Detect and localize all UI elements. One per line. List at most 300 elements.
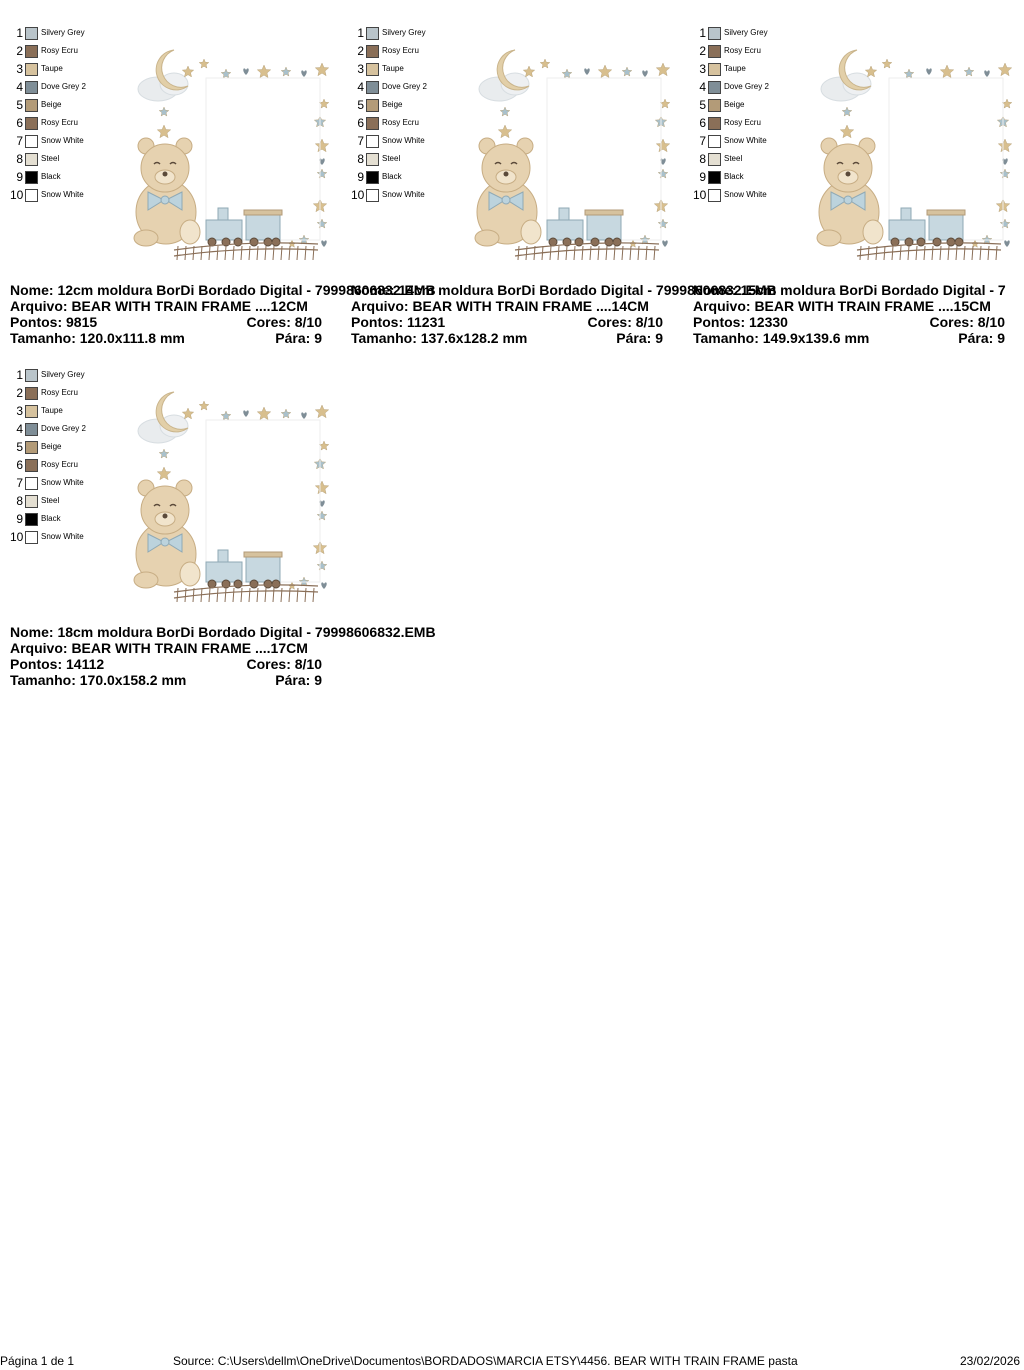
track-tie (924, 246, 925, 260)
track-tie (305, 246, 306, 260)
color-count: Cores: 8/10 (246, 656, 322, 672)
track-tie (972, 246, 973, 260)
palette-row (693, 42, 761, 60)
track-tie (289, 246, 290, 260)
train-roof (927, 210, 965, 215)
design-name: Nome: 18cm moldura BorDi Bordado Digital - 79998606832.EMB (10, 624, 436, 640)
train-wheel (955, 238, 963, 246)
bear-foot (817, 230, 841, 246)
palette-row (10, 60, 63, 78)
palette-number: 1 (16, 368, 23, 382)
info-line (693, 314, 1013, 330)
palette-row (10, 384, 78, 402)
color-swatch (366, 45, 379, 58)
stitch-count: Pontos: 11231 (351, 314, 446, 330)
palette-row (693, 78, 769, 96)
stop-count: Pára: 9 (275, 330, 322, 346)
track-tie (606, 246, 607, 260)
star-icon (882, 59, 892, 68)
palette-color-name: Rosy Ecru (382, 118, 419, 127)
train-wheel (208, 238, 216, 246)
star-icon (159, 449, 169, 458)
star-icon (964, 67, 974, 76)
track-tie (209, 588, 210, 602)
track-tie (313, 588, 314, 602)
palette-number: 2 (357, 44, 364, 58)
star-icon (904, 69, 914, 78)
star-icon (317, 561, 327, 570)
design-name: Nome: 14cm moldura BorDi Bordado Digital - 79998606832.EMB (351, 282, 777, 298)
heart-icon (662, 240, 667, 247)
star-icon (182, 66, 193, 77)
info-line (10, 282, 436, 298)
source-path: Source: C:\Users\dellm\OneDrive\Documentos\BORDADOS\MARCIA ETSY\4456. BEAR WITH TRAIN FRAME pasta (173, 1354, 798, 1368)
palette-number: 3 (699, 62, 706, 76)
palette-number: 5 (16, 98, 23, 112)
color-swatch (708, 135, 721, 148)
palette-row (10, 78, 86, 96)
bear-foot (180, 220, 200, 244)
palette-row (351, 42, 419, 60)
train-wheel (917, 238, 925, 246)
train-car (246, 556, 280, 582)
palette-color-name: Beige (41, 100, 62, 109)
star-icon (865, 66, 876, 77)
track-tie (265, 588, 266, 602)
bear-head (824, 144, 872, 192)
color-count: Cores: 8/10 (929, 314, 1005, 330)
color-swatch (25, 63, 38, 76)
train-engine (206, 562, 242, 582)
track-tie (654, 246, 655, 260)
stop-count: Pára: 9 (958, 330, 1005, 346)
info-line (10, 640, 330, 656)
heart-icon (321, 240, 326, 247)
star-icon (319, 441, 329, 450)
page-number: Página 1 de 1 (0, 1354, 75, 1368)
bear-bow-knot (844, 196, 852, 204)
design-size: Tamanho: 120.0x111.8 mm (10, 330, 185, 346)
palette-color-name: Snow White (41, 190, 84, 199)
train-engine (206, 220, 242, 240)
track-tie (177, 246, 178, 260)
star-icon (281, 409, 291, 418)
design-file: Arquivo: BEAR WITH TRAIN FRAME ....17CM (10, 640, 308, 656)
star-icon (199, 59, 209, 68)
palette-number: 4 (16, 80, 23, 94)
star-icon (840, 125, 853, 138)
palette-color-name: Black (724, 172, 744, 181)
palette-color-name: Rosy Ecru (724, 118, 761, 127)
track-tie (281, 246, 282, 260)
palette-row (10, 402, 63, 420)
color-swatch (708, 189, 721, 202)
train-car (929, 214, 963, 240)
palette-number: 1 (16, 26, 23, 40)
color-swatch (366, 153, 379, 166)
palette-number: 1 (357, 26, 364, 40)
heart-icon (243, 68, 248, 75)
star-icon (315, 139, 328, 152)
track-tie (281, 588, 282, 602)
palette-row (10, 42, 78, 60)
star-icon (1000, 169, 1010, 178)
info-line (351, 330, 671, 346)
palette-color-name: Snow White (41, 532, 84, 541)
design-sheet-3 (693, 24, 1024, 354)
palette-number: 6 (16, 116, 23, 130)
palette-number: 10 (693, 188, 707, 202)
palette-color-name: Beige (724, 100, 745, 109)
color-swatch (25, 153, 38, 166)
track-tie (273, 246, 274, 260)
stitch-count: Pontos: 12330 (693, 314, 788, 330)
track-tie (305, 588, 306, 602)
track-tie (249, 588, 250, 602)
palette-color-name: Dove Grey 2 (382, 82, 427, 91)
palette-row (10, 420, 86, 438)
palette-color-name: Snow White (724, 190, 767, 199)
track-tie (257, 588, 258, 602)
train-roof (585, 210, 623, 215)
track-tie (940, 246, 941, 260)
stop-count: Pára: 9 (275, 672, 322, 688)
palette-color-name: Rosy Ecru (41, 118, 78, 127)
palette-row (10, 132, 84, 150)
palette-row (351, 60, 404, 78)
palette-number: 7 (699, 134, 706, 148)
palette-number: 6 (357, 116, 364, 130)
heart-icon (1004, 240, 1009, 247)
star-icon (317, 219, 327, 228)
print-date: 23/02/2026 (960, 1354, 1021, 1368)
color-swatch (25, 117, 38, 130)
color-swatch (25, 189, 38, 202)
palette-number: 2 (699, 44, 706, 58)
star-icon (257, 407, 270, 420)
track-tie (249, 246, 250, 260)
palette-color-name: Steel (41, 154, 60, 163)
color-swatch (366, 63, 379, 76)
star-icon (159, 107, 169, 116)
color-swatch (25, 495, 38, 508)
palette-row (10, 114, 78, 132)
color-swatch (366, 99, 379, 112)
star-icon (281, 67, 291, 76)
palette-number: 4 (357, 80, 364, 94)
design-file: Arquivo: BEAR WITH TRAIN FRAME ....15CM (693, 298, 991, 314)
palette-row (351, 114, 419, 132)
track-rail (515, 249, 659, 256)
palette-color-name: Black (382, 172, 402, 181)
palette-color-name: Taupe (724, 64, 746, 73)
track-tie (884, 246, 885, 260)
palette-row (10, 96, 61, 114)
track-tie (980, 246, 981, 260)
star-icon (182, 408, 193, 419)
bear-foot (180, 562, 200, 586)
color-swatch (708, 171, 721, 184)
palette-row (693, 96, 744, 114)
info-line (693, 298, 1013, 314)
bear-nose (163, 172, 168, 177)
palette-row (10, 366, 85, 384)
design-name: Nome: 12cm moldura BorDi Bordado Digital - 79998606832.EMB (10, 282, 436, 298)
star-icon (658, 169, 668, 178)
train-chimney (218, 550, 228, 562)
design-size: Tamanho: 149.9x139.6 mm (693, 330, 870, 346)
palette-color-name: Rosy Ecru (382, 46, 419, 55)
info-line (693, 330, 1013, 346)
track-tie (590, 246, 591, 260)
palette-number: 5 (699, 98, 706, 112)
color-swatch (708, 153, 721, 166)
train-roof (244, 552, 282, 557)
train-chimney (559, 208, 569, 220)
palette-color-name: Black (41, 514, 61, 523)
palette-color-name: Steel (41, 496, 60, 505)
palette-number: 8 (357, 152, 364, 166)
palette-number: 4 (699, 80, 706, 94)
palette-number: 6 (699, 116, 706, 130)
palette-color-name: Black (41, 172, 61, 181)
star-icon (315, 63, 328, 76)
palette-number: 9 (357, 170, 364, 184)
color-swatch (366, 117, 379, 130)
color-swatch (708, 27, 721, 40)
palette-color-name: Beige (41, 442, 62, 451)
track-tie (289, 588, 290, 602)
track-tie (558, 246, 559, 260)
info-line (10, 672, 330, 688)
train-engine (889, 220, 925, 240)
color-swatch (366, 27, 379, 40)
palette-color-name: Rosy Ecru (724, 46, 761, 55)
palette-number: 2 (16, 44, 23, 58)
bear-foot (134, 572, 158, 588)
star-icon (660, 99, 670, 108)
palette-color-name: Snow White (382, 136, 425, 145)
star-icon (562, 69, 572, 78)
star-icon (1002, 99, 1012, 108)
palette-number: 3 (357, 62, 364, 76)
track-tie (956, 246, 957, 260)
train-wheel (947, 238, 955, 246)
train-wheel (272, 238, 280, 246)
track-tie (566, 246, 567, 260)
train-roof (244, 210, 282, 215)
palette-number: 8 (16, 152, 23, 166)
palette-color-name: Taupe (382, 64, 404, 73)
star-icon (656, 63, 669, 76)
palette-color-name: Taupe (41, 406, 63, 415)
info-line (10, 298, 330, 314)
color-swatch (708, 45, 721, 58)
embroidery-preview (467, 34, 677, 266)
star-icon (940, 65, 953, 78)
track-tie (646, 246, 647, 260)
track-tie (916, 246, 917, 260)
track-tie (860, 246, 861, 260)
palette-color-name: Rosy Ecru (41, 388, 78, 397)
track-tie (297, 246, 298, 260)
info-line (10, 330, 330, 346)
star-icon (221, 411, 231, 420)
train-wheel (234, 580, 242, 588)
star-icon (317, 169, 327, 178)
color-swatch (25, 135, 38, 148)
palette-color-name: Steel (724, 154, 743, 163)
bear-head (141, 486, 189, 534)
track-rail (174, 249, 318, 256)
color-swatch (25, 387, 38, 400)
track-tie (297, 588, 298, 602)
design-file: Arquivo: BEAR WITH TRAIN FRAME ....14CM (351, 298, 649, 314)
palette-number: 10 (351, 188, 365, 202)
bear-foot (475, 230, 499, 246)
track-tie (265, 246, 266, 260)
palette-number: 2 (16, 386, 23, 400)
palette-number: 7 (16, 476, 23, 490)
palette-number: 8 (16, 494, 23, 508)
bear-bow-knot (161, 196, 169, 204)
palette-color-name: Snow White (41, 478, 84, 487)
track-tie (257, 246, 258, 260)
stop-count: Pára: 9 (616, 330, 663, 346)
palette-number: 5 (16, 440, 23, 454)
palette-row (351, 24, 426, 42)
info-line (693, 282, 1013, 298)
palette-row (351, 96, 402, 114)
train-engine (547, 220, 583, 240)
palette-row (693, 168, 744, 186)
train-wheel (891, 238, 899, 246)
track-tie (964, 246, 965, 260)
star-icon (157, 467, 170, 480)
bear-foot (521, 220, 541, 244)
design-info (693, 282, 1013, 346)
info-line (10, 656, 330, 672)
track-tie (225, 246, 226, 260)
palette-color-name: Snow White (724, 136, 767, 145)
train-wheel (549, 238, 557, 246)
train-wheel (264, 238, 272, 246)
color-swatch (366, 81, 379, 94)
color-swatch (708, 63, 721, 76)
heart-icon (926, 68, 931, 75)
track-tie (638, 246, 639, 260)
track-tie (582, 246, 583, 260)
heart-icon (301, 70, 306, 77)
bear-nose (846, 172, 851, 177)
design-size: Tamanho: 137.6x128.2 mm (351, 330, 528, 346)
palette-number: 5 (357, 98, 364, 112)
track-tie (932, 246, 933, 260)
track-tie (550, 246, 551, 260)
train-chimney (218, 208, 228, 220)
palette-color-name: Steel (382, 154, 401, 163)
star-icon (500, 107, 510, 116)
palette-number: 3 (16, 404, 23, 418)
heart-icon (642, 70, 647, 77)
track-tie (177, 588, 178, 602)
heart-icon (301, 412, 306, 419)
palette-number: 10 (10, 530, 24, 544)
palette-row (10, 24, 85, 42)
stitch-count: Pontos: 14112 (10, 656, 105, 672)
bear-bow-knot (502, 196, 510, 204)
palette-color-name: Silvery Grey (41, 28, 85, 37)
palette-number: 9 (16, 512, 23, 526)
palette-row (10, 456, 78, 474)
track-tie (201, 588, 202, 602)
palette-color-name: Beige (382, 100, 403, 109)
train-wheel (272, 580, 280, 588)
color-swatch (25, 459, 38, 472)
star-icon (221, 69, 231, 78)
track-tie (209, 246, 210, 260)
star-icon (540, 59, 550, 68)
color-swatch (366, 171, 379, 184)
track-tie (313, 246, 314, 260)
color-swatch (25, 405, 38, 418)
bear-head (482, 144, 530, 192)
star-icon (157, 125, 170, 138)
bear-foot (863, 220, 883, 244)
palette-row (351, 168, 402, 186)
star-icon (257, 65, 270, 78)
track-tie (892, 246, 893, 260)
palette-number: 6 (16, 458, 23, 472)
palette-row (10, 186, 84, 204)
palette-row (693, 24, 768, 42)
design-name: Nome: 15cm moldura BorDi Bordado Digital - 7 (693, 282, 1006, 298)
track-tie (241, 588, 242, 602)
color-swatch (708, 81, 721, 94)
star-icon (315, 405, 328, 418)
design-size: Tamanho: 170.0x158.2 mm (10, 672, 187, 688)
palette-color-name: Dove Grey 2 (41, 424, 86, 433)
bear-foot (134, 230, 158, 246)
color-swatch (25, 45, 38, 58)
palette-row (10, 528, 84, 546)
palette-row (693, 150, 742, 168)
palette-number: 1 (699, 26, 706, 40)
palette-row (10, 510, 61, 528)
info-line (351, 298, 671, 314)
track-tie (988, 246, 989, 260)
design-info (10, 624, 436, 688)
color-swatch (25, 531, 38, 544)
color-swatch (25, 477, 38, 490)
palette-row (693, 60, 746, 78)
train-car (246, 214, 280, 240)
heart-icon (984, 70, 989, 77)
color-count: Cores: 8/10 (587, 314, 663, 330)
track-rail (857, 249, 1001, 256)
palette-color-name: Silvery Grey (41, 370, 85, 379)
track-tie (948, 246, 949, 260)
train-wheel (264, 580, 272, 588)
train-wheel (591, 238, 599, 246)
bear-nose (163, 514, 168, 519)
palette-row (351, 132, 425, 150)
track-tie (614, 246, 615, 260)
color-swatch (708, 117, 721, 130)
train-wheel (250, 580, 258, 588)
star-icon (998, 139, 1011, 152)
heart-icon (321, 582, 326, 589)
